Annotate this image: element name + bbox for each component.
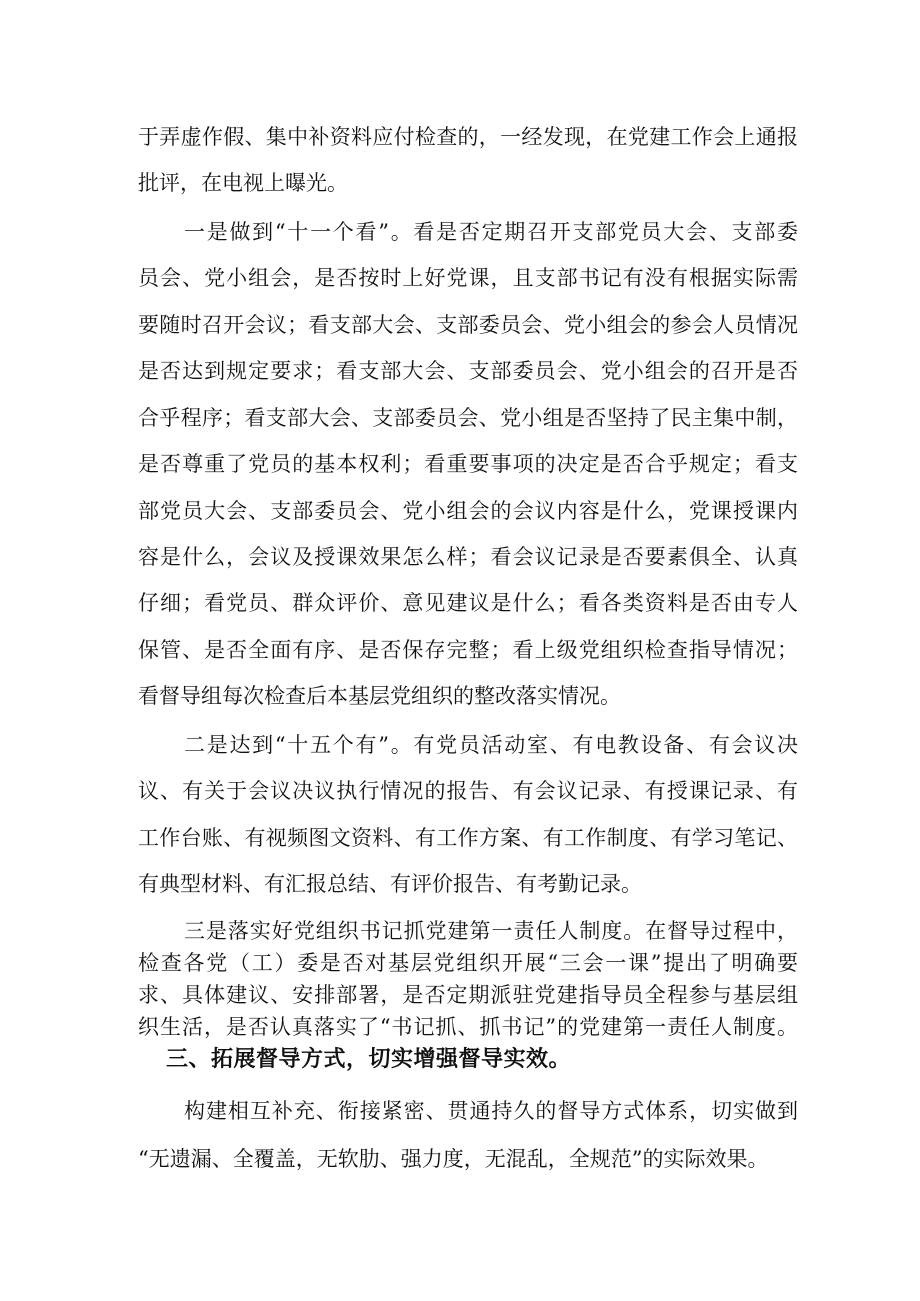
- text-line: 批评，在电视上曝光。: [138, 171, 348, 195]
- text-line: 是否达到规定要求；看支部大会、支部委员会、党小组会的召开是否: [138, 359, 798, 383]
- text-line: 工作台账、有视频图文资料、有工作方案、有工作制度、有学习笔记、: [138, 826, 798, 850]
- text-line: 看督导组每次检查后本基层党组织的整改落实情况。: [138, 684, 621, 708]
- text-line: 容是什么，会议及授课效果怎么样；看会议记录是否要素俱全、认真: [138, 545, 798, 569]
- text-line: 三是落实好党组织书记抓党建第一责任人制度。在督导过程中，: [184, 919, 798, 943]
- text-line: 仔细；看党员、群众评价、意见建议是什么；看各类资料是否由专人: [138, 591, 798, 615]
- text-line: 求、具体建议、安排部署，是否定期派驻党建指导员全程参与基层组: [138, 983, 798, 1007]
- text-line: 检查各党（工）委是否对基层党组织开展“三会一课”提出了明确要: [138, 951, 798, 975]
- text-line: 保管、是否全面有序、是否保存完整；看上级党组织检查指导情况；: [138, 638, 798, 662]
- text-line: 于弄虚作假、集中补资料应付检查的，一经发现，在党建工作会上通报: [138, 125, 798, 149]
- text-line: 是否尊重了党员的基本权利；看重要事项的决定是否合乎规定；看支: [138, 452, 798, 476]
- text-line: 二是达到“十五个有”。有党员活动室、有电教设备、有会议决: [184, 733, 798, 757]
- text-line: “无遗漏、全覆盖，无软肋、强力度，无混乱，全规范”的实际效果。: [138, 1147, 769, 1171]
- text-line: 构建相互补充、衔接紧密、贯通持久的督导方式体系，切实做到: [184, 1099, 798, 1123]
- text-line: 议、有关于会议决议执行情况的报告、有会议记录、有授课记录、有: [138, 779, 798, 803]
- text-line: 员会、党小组会，是否按时上好党课，且支部书记有没有根据实际需: [138, 266, 798, 290]
- text-line: 要随时召开会议；看支部大会、支部委员会、党小组会的参会人员情况: [138, 313, 798, 337]
- section-heading: 三、拓展督导方式，切实增强督导实效。: [166, 1047, 572, 1072]
- text-line: 有典型材料、有汇报总结、有评价报告、有考勤记录。: [138, 872, 642, 896]
- text-line: 一是做到“十一个看”。看是否定期召开支部党员大会、支部委: [184, 220, 798, 244]
- text-line: 部党员大会、支部委员会、党小组会的会议内容是什么，党课授课内: [138, 499, 798, 523]
- text-line: 合乎程序；看支部大会、支部委员会、党小组是否坚持了民主集中制，: [138, 406, 798, 430]
- text-line: 织生活，是否认真落实了“书记抓、抓书记”的党建第一责任人制度。: [138, 1015, 798, 1039]
